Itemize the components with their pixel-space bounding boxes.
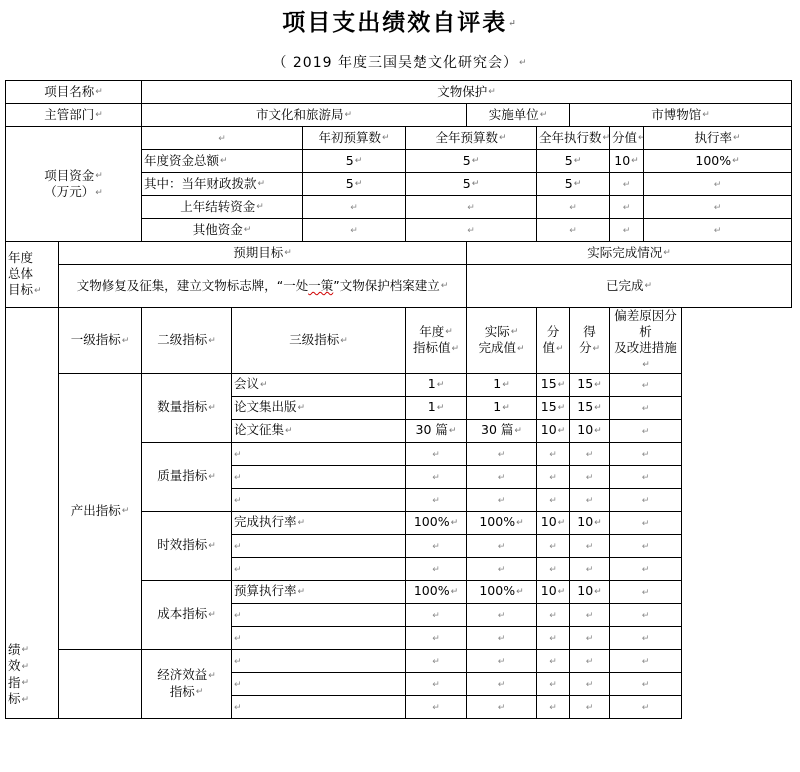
indicator-name xyxy=(232,603,406,626)
indicator-got: 10 ↵ xyxy=(570,511,610,534)
funds-cell: 100% ↵ xyxy=(644,150,792,173)
funds-cell xyxy=(303,196,406,219)
paragraph-mark-icon xyxy=(244,225,252,235)
header-target: 年度 ↵ 指标值 ↵ xyxy=(406,308,467,374)
indicator-actual: 30 篇 ↵ xyxy=(467,419,537,442)
economic-indicator-label: 经济效益 ↵ 指标 ↵ xyxy=(142,649,232,718)
funds-cell xyxy=(610,219,644,242)
paragraph-mark-icon xyxy=(472,179,480,189)
funds-cell xyxy=(644,173,792,196)
indicator-got: 10 ↵ xyxy=(570,580,610,603)
table-row xyxy=(6,81,792,104)
header-got: 得 分 ↵ xyxy=(570,308,610,374)
indicator-name xyxy=(232,557,406,580)
unit-value: 市博物馆 ↵ xyxy=(570,104,792,127)
indicator-score: 10 ↵ xyxy=(537,419,570,442)
indicator-name xyxy=(232,465,406,488)
paragraph-mark-icon xyxy=(519,58,528,68)
funds-cell xyxy=(644,219,792,242)
paragraph-mark-icon xyxy=(732,156,740,166)
funds-header: 全年执行数 ↵ xyxy=(537,127,610,150)
funds-cell: 5 ↵ xyxy=(406,173,537,196)
indicator-actual: 100% ↵ xyxy=(467,580,537,603)
header-level3: 三级指标 ↵ xyxy=(232,308,406,374)
dept-value: 市文化和旅游局 ↵ xyxy=(142,104,467,127)
indicator-name: 会议 ↵ xyxy=(232,373,406,396)
goals-label: 年度 总体 目标 ↵ xyxy=(6,242,59,308)
paragraph-mark-icon xyxy=(355,156,363,166)
funds-cell xyxy=(644,196,792,219)
actual-goal-text: 已完成 ↵ xyxy=(467,265,792,308)
funds-cell xyxy=(610,173,644,196)
indicator-score: 15 ↵ xyxy=(537,373,570,396)
indicator-score: 15 ↵ xyxy=(537,396,570,419)
paragraph-mark-icon xyxy=(574,156,582,166)
indicator-name xyxy=(232,672,406,695)
funds-cell xyxy=(406,219,537,242)
paragraph-mark-icon xyxy=(472,156,480,166)
table-row xyxy=(6,373,792,396)
paragraph-mark-icon xyxy=(499,133,507,143)
expected-goal-text: 文物修复及征集，建立文物标志牌，“一处一策”文物保护档案建立 ↵ xyxy=(59,265,467,308)
paragraph-mark-icon xyxy=(574,179,582,189)
indicator-name: 完成执行率 ↵ xyxy=(232,511,406,534)
funds-cell: 5 ↵ xyxy=(406,150,537,173)
indicator-analysis xyxy=(610,373,682,396)
indicator-name xyxy=(232,442,406,465)
table-row xyxy=(6,265,792,308)
header-score: 分 值 ↵ xyxy=(537,308,570,374)
funds-cell xyxy=(406,196,537,219)
form-title: 项目支出绩效自评表 ↵ xyxy=(0,6,800,40)
indicator-got: 15 ↵ xyxy=(570,373,610,396)
funds-row-label: 其中：当年财政拨款 ↵ xyxy=(142,173,303,196)
paragraph-mark-icon xyxy=(220,156,228,166)
indicator-actual: 100% ↵ xyxy=(467,511,537,534)
cost-indicator-label: 成本指标 ↵ xyxy=(142,580,232,649)
quantity-indicator-label: 数量指标 ↵ xyxy=(142,373,232,442)
indicator-analysis xyxy=(610,396,682,419)
funds-header: 执行率 ↵ xyxy=(644,127,792,150)
indicator-name: 预算执行率 ↵ xyxy=(232,580,406,603)
actual-goal-header: 实际完成情况 ↵ xyxy=(467,242,792,265)
indicator-name xyxy=(232,488,406,511)
table-row xyxy=(6,127,792,150)
table-row xyxy=(6,308,792,374)
paragraph-mark-icon xyxy=(631,156,639,166)
dept-label: 主管部门 ↵ xyxy=(6,104,142,127)
indicator-name: 论文征集 ↵ xyxy=(232,419,406,442)
funds-header-blank xyxy=(142,127,303,150)
paragraph-mark-icon xyxy=(258,179,266,189)
indicator-analysis xyxy=(610,419,682,442)
indicator-actual: 1 ↵ xyxy=(467,396,537,419)
table-row xyxy=(6,649,792,672)
funds-cell xyxy=(537,219,610,242)
indicator-target: 100% ↵ xyxy=(406,511,467,534)
header-level1: 一级指标 ↵ xyxy=(59,308,142,374)
table-row xyxy=(6,104,792,127)
funds-header: 全年预算数 ↵ xyxy=(406,127,537,150)
funds-cell xyxy=(303,219,406,242)
performance-table xyxy=(5,80,792,719)
indicator-target: 30 篇 ↵ xyxy=(406,419,467,442)
indicator-target: 1 ↵ xyxy=(406,373,467,396)
performance-indicators-label: 绩 ↵ 效 ↵ 指 ↵ 标 ↵ xyxy=(6,308,59,719)
form-subtitle: （ 2019 年度三国吴楚文化研究会） ↵ xyxy=(0,52,800,74)
indicator-got: 15 ↵ xyxy=(570,396,610,419)
indicator-name xyxy=(232,534,406,557)
project-name-value: 文物保护 ↵ xyxy=(142,81,792,104)
paragraph-mark-icon xyxy=(638,133,643,143)
paragraph-mark-icon xyxy=(508,19,518,29)
project-name-label: 项目名称 ↵ xyxy=(6,81,142,104)
indicator-score: 10 ↵ xyxy=(537,511,570,534)
funds-cell: 5 ↵ xyxy=(537,173,610,196)
header-level2: 二级指标 ↵ xyxy=(142,308,232,374)
paragraph-mark-icon xyxy=(355,179,363,189)
funds-cell: 5 ↵ xyxy=(303,173,406,196)
funds-row-label: 上年结转资金 ↵ xyxy=(142,196,303,219)
indicator-name xyxy=(232,626,406,649)
indicator-actual: 1 ↵ xyxy=(467,373,537,396)
funds-row-label: 年度资金总额 ↵ xyxy=(142,150,303,173)
paragraph-mark-icon xyxy=(733,133,741,143)
indicator-analysis xyxy=(610,511,682,534)
header-actual: 实际 ↵ 完成值 ↵ xyxy=(467,308,537,374)
quality-indicator-label: 质量指标 ↵ xyxy=(142,442,232,511)
indicator-score: 10 ↵ xyxy=(537,580,570,603)
paragraph-mark-icon xyxy=(256,202,264,212)
funds-header: 分值 ↵ xyxy=(610,127,644,150)
funds-label: 项目资金 ↵ （万元） ↵ xyxy=(6,127,142,242)
funds-cell xyxy=(610,196,644,219)
timeliness-indicator-label: 时效指标 ↵ xyxy=(142,511,232,580)
indicator-name xyxy=(232,649,406,672)
expected-goal-header: 预期目标 ↵ xyxy=(59,242,467,265)
paragraph-mark-icon xyxy=(603,133,610,143)
indicator-target: 1 ↵ xyxy=(406,396,467,419)
unit-label: 实施单位 ↵ xyxy=(467,104,570,127)
funds-row-label: 其他资金 ↵ xyxy=(142,219,303,242)
indicator-analysis xyxy=(610,580,682,603)
benefit-indicator-blank xyxy=(59,649,142,718)
funds-cell: 10 ↵ xyxy=(610,150,644,173)
indicator-target: 100% ↵ xyxy=(406,580,467,603)
header-analysis: 偏差原因分析 及改进措施 ↵ xyxy=(610,308,682,374)
indicator-name: 论文集出版 ↵ xyxy=(232,396,406,419)
output-indicator-label: 产出指标 ↵ xyxy=(59,373,142,649)
indicator-name xyxy=(232,695,406,718)
table-row xyxy=(6,242,792,265)
funds-cell: 5 ↵ xyxy=(537,150,610,173)
funds-cell xyxy=(537,196,610,219)
indicator-got: 10 ↵ xyxy=(570,419,610,442)
funds-header: 年初预算数 ↵ xyxy=(303,127,406,150)
paragraph-mark-icon xyxy=(382,133,390,143)
funds-cell: 5 ↵ xyxy=(303,150,406,173)
